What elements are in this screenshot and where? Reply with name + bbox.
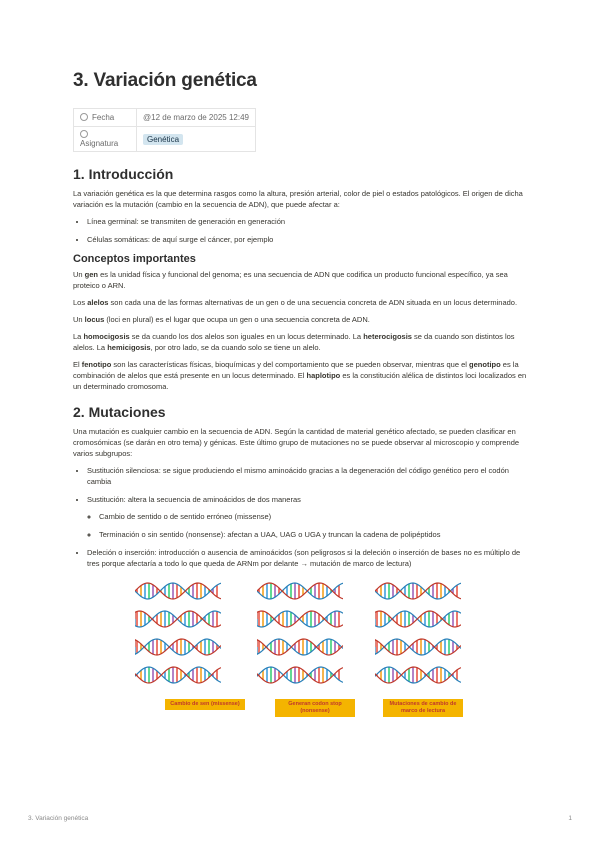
dna-helix-icon bbox=[375, 607, 461, 631]
intro-list bbox=[73, 216, 533, 245]
dna-helix-icon bbox=[257, 635, 343, 659]
mutation-diagram-figure bbox=[135, 579, 465, 729]
nonsense-label: Generan codon stop (nonsense) bbox=[275, 699, 355, 717]
dna-strip bbox=[257, 663, 343, 687]
missense-panel bbox=[135, 579, 221, 691]
mutations-heading: 2. Mutaciones bbox=[73, 404, 166, 420]
mutations-list bbox=[73, 465, 533, 569]
missense-label: Cambio de sen (missense) bbox=[165, 699, 245, 710]
property-row-asignatura bbox=[74, 127, 256, 152]
nonsense-panel bbox=[257, 579, 343, 691]
list-item: ◦ Terminación o sin sentido (nonsense): afectan a UAA, UAG o UGA y truncan la cadena de polipéptidos bbox=[99, 529, 533, 540]
list-item: • Sustitución silenciosa: se sigue produciendo el mismo aminoácido gracias a la degeneración del código genético pero el codón cambia bbox=[87, 465, 533, 487]
concepts-heading: Conceptos importantes bbox=[73, 253, 196, 265]
dna-strip bbox=[135, 663, 221, 687]
property-value-fecha: @12 de marzo de 2025 12:49 bbox=[137, 109, 256, 127]
dna-helix-icon bbox=[257, 579, 343, 603]
dna-strip bbox=[257, 579, 343, 603]
page-content bbox=[73, 70, 533, 729]
phenotype-paragraph: El fenotipo son las características físicas, bioquímicas y del comportamiento que se pueden observar, mientras que el genotipo es la combinación de alelos que está presente en un locus determinado. El haplotipo es la constitución alélica de distintos loci localizados en un determinado cromosoma. bbox=[73, 360, 527, 391]
list-item: ◦ Cambio de sentido o de sentido erróneo (missense) bbox=[99, 511, 533, 522]
dna-strip bbox=[375, 635, 461, 659]
footer-title: 3. Variación genética bbox=[28, 815, 89, 822]
list-item: • Línea germinal: se transmiten de generación en generación bbox=[87, 216, 533, 227]
dna-strip bbox=[257, 607, 343, 631]
dna-strip bbox=[375, 663, 461, 687]
dna-helix-icon bbox=[257, 607, 343, 631]
dna-strip bbox=[135, 635, 221, 659]
properties-table bbox=[73, 108, 256, 152]
clock-icon bbox=[80, 113, 88, 121]
dna-helix-icon bbox=[375, 579, 461, 603]
dna-helix-icon bbox=[135, 663, 221, 687]
page-number: 1 bbox=[568, 815, 572, 822]
dna-strip bbox=[135, 579, 221, 603]
dna-helix-icon bbox=[375, 635, 461, 659]
intro-paragraph: La variación genética es la que determina rasgos como la altura, presión arterial, color de piel o estados patológicos. El origen de dicha variación es la mutación (cambio en la secuencia de ADN), que puede afectar a: bbox=[73, 189, 523, 209]
list-item: • Células somáticas: de aquí surge el cáncer, por ejemplo bbox=[87, 234, 533, 245]
dna-helix-icon bbox=[375, 663, 461, 687]
locus-paragraph: Un locus (loci en plural) es el lugar que ocupa un gen o una secuencia concreta de ADN. bbox=[73, 315, 370, 324]
dna-helix-icon bbox=[135, 635, 221, 659]
property-row-fecha bbox=[74, 109, 256, 127]
mutations-paragraph: Una mutación es cualquier cambio en la secuencia de ADN. Según la cantidad de material genético afectado, se pueden clasificar en cromosómicas (se darán en otro tema) y génicas. Este último grupo de mutaciones no se puede observar al microscopio y comprende varios subgrupos: bbox=[73, 427, 520, 458]
dna-helix-icon bbox=[135, 607, 221, 631]
list-icon bbox=[80, 130, 88, 138]
dna-strip bbox=[375, 607, 461, 631]
list-item: • Sustitución: altera la secuencia de aminoácidos de dos maneras ◦ Cambio de sentido o de sentido erróneo (missense) ◦ Terminación o sin sentido (nonsense): afectan a UAA, UAG o UGA y truncan la cadena de polipéptidos bbox=[87, 494, 533, 540]
dna-strip bbox=[375, 579, 461, 603]
property-key: Fecha bbox=[74, 109, 137, 127]
intro-heading: 1. Introducción bbox=[73, 166, 174, 182]
zygosity-paragraph: La homocigosis se da cuando los dos alelos son iguales en un locus determinado. La heterocigosis se da cuando son distintos los alelos. La hemicigosis, por otro lado, se da cuando solo se tiene un alelo. bbox=[73, 332, 515, 352]
alelos-paragraph: Los alelos son cada una de las formas alternativas de un gen o de una secuencia concreta de ADN situada en un locus determinado. bbox=[73, 298, 518, 307]
list-item: • Deleción o inserción: introducción o ausencia de aminoácidos (son peligrosos si la deleción o inserción de bases no es múltiplo de tres porque afectaría a todo lo que queda de ARNm por delante → mutación de marco de lectura) bbox=[87, 547, 533, 569]
subject-tag[interactable]: Genética bbox=[143, 134, 183, 145]
dna-helix-icon bbox=[257, 663, 343, 687]
frameshift-label: Mutaciones de cambio de marco de lectura bbox=[383, 699, 463, 717]
gen-paragraph: Un gen es la unidad física y funcional del genoma; es una secuencia de ADN que codifica un producto funcional específico, ya sea proteico o ARN. bbox=[73, 270, 508, 290]
dna-strip bbox=[135, 607, 221, 631]
dna-strip bbox=[257, 635, 343, 659]
page-footer bbox=[28, 815, 572, 822]
frameshift-panel bbox=[375, 579, 461, 691]
property-value-asignatura bbox=[137, 127, 256, 152]
property-key: Asignatura bbox=[74, 127, 137, 152]
dna-helix-icon bbox=[135, 579, 221, 603]
sublist bbox=[87, 511, 533, 540]
page-title: 3. Variación genética bbox=[73, 70, 257, 91]
